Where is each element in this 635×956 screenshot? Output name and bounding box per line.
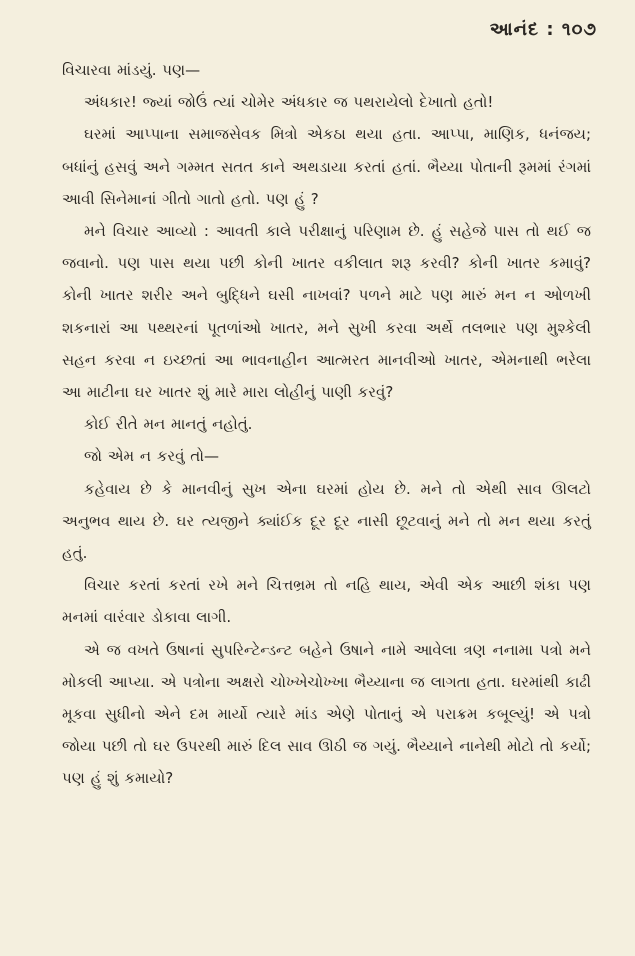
paragraph: મને વિચાર આવ્યો : આવતી કાલે પરીક્ષાનું પરિણામ છે. હું સહેજે પાસ તો થઈ જ જવાનો. પણ પાસ થયા પછી કોની ખાતર વકીલાત શરૂ કરવી? કોની ખાતર કમાવું? કોની ખાતર શરીર અને બુદ્ધિને ઘસી નાખવાં? પળને માટે પણ મારું મન ન ઓળખી શકનારાં આ પથ્થરનાં પૂતળાંઓ ખાતર, મને સુખી કરવા અર્થે તલભાર પણ મુશ્કેલી સહન કરવા ન ઇચ્છતાં આ ભાવનાહીન આત્મરત માનવીઓ ખાતર, એમનાથી ભરેલા આ માટીના ઘર ખાતર શું મારે મારા લોહીનું પાણી કરવું?: [62, 222, 591, 402]
running-header: આનંદ : ૧૦૭: [489, 19, 597, 40]
paragraph: વિચારવા માંડયું. પણ—: [62, 61, 201, 79]
paragraph: ઘરમાં આપ્પાના સમાજસેવક મિત્રો એકઠા થયા હતા. આપ્પા, માણિક, ધનંજય; બધાંનું હસવું અને ગમ્મત સતત કાને અથડાયા કરતાં હતાં. ભૈય્યા પોતાની રૂમમાં રંગમાં આવી સિનેમાનાં ગીતો ગાતો હતો. પણ હું ?: [62, 125, 591, 208]
paragraph: જો એમ ન કરવું તો—: [84, 447, 219, 466]
paragraph: કોઈ રીતે મન માનતું નહોતું.: [84, 415, 253, 434]
paragraph: અંધકાર! જ્યાં જોઉં ત્યાં ચોમેર અંધકાર જ પથરાયેલો દેખાતો હતો!: [84, 93, 494, 112]
paragraph: કહેવાય છે કે માનવીનું સુખ એના ઘરમાં હોય છે. મને તો એથી સાવ ઊલટો અનુભવ થાય છે. ઘર ત્યજીને ક્યાંઈક દૂર દૂર નાસી છૂટવાનું મને તો મન થયા કરતું હતું.: [62, 479, 591, 563]
body-text: [62, 54, 591, 795]
paragraph: એ જ વખતે ઉષાનાં સુપરિન્ટેન્ડન્ટ બહેને ઉષાને નામે આવેલા ત્રણ નનામા પત્રો મને મોકલી આપ્યા. એ પત્રોના અક્ષરો ચોખ્ખેચોખ્ખા ભૈય્યાના જ લાગતા હતા. ઘરમાંથી કાઢી મૂકવા સુધીનો એને દમ માર્યો ત્યારે માંડ એણે પોતાનું એ પરાક્રમ કબૂલ્યું! એ પત્રો જોયા પછી તો ઘર ઉપરથી મારું દિલ સાવ ઊઠી જ ગયું. ભૈય્યાને નાનેથી મોટો તો કર્યો; પણ હું શું કમાયો?: [62, 640, 591, 788]
paragraph: વિચાર કરતાં કરતાં રખે મને ચિત્તભ્રમ તો નહિ થાય, એવી એક આછી શંકા પણ મનમાં વારંવાર ડોકાવા લાગી.: [62, 576, 591, 627]
